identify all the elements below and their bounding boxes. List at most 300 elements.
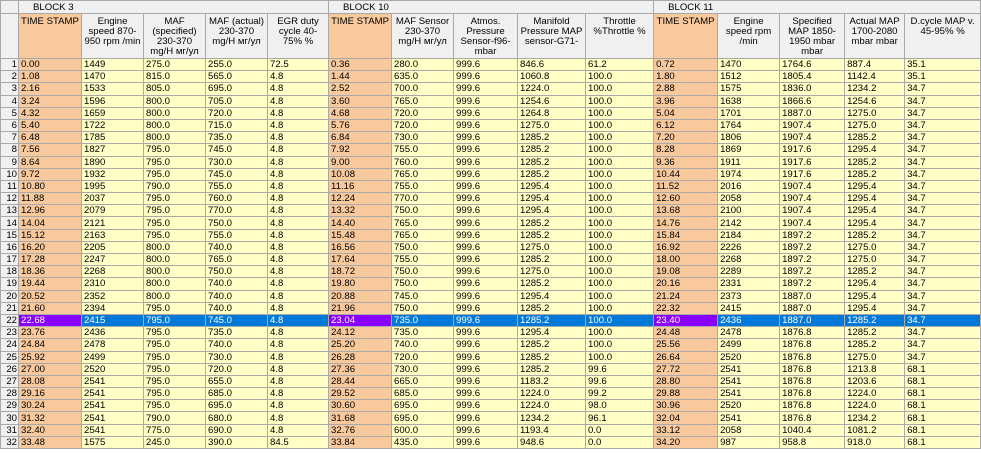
- value-cell[interactable]: 1234.2: [845, 83, 905, 95]
- timestamp-cell[interactable]: 19.08: [654, 266, 718, 278]
- value-cell[interactable]: 800.0: [144, 278, 206, 290]
- value-cell[interactable]: 1285.2: [518, 339, 586, 351]
- value-cell[interactable]: 700.0: [392, 83, 454, 95]
- value-cell[interactable]: 100.0: [586, 132, 654, 144]
- value-cell[interactable]: 635.0: [392, 71, 454, 83]
- row-number[interactable]: 29: [1, 400, 19, 412]
- value-cell[interactable]: 34.7: [905, 119, 981, 131]
- value-cell[interactable]: 98.0: [586, 400, 654, 412]
- timestamp-cell[interactable]: 24.84: [19, 339, 82, 351]
- value-cell[interactable]: 2205: [82, 241, 144, 253]
- value-cell[interactable]: 4.8: [268, 327, 329, 339]
- timestamp-cell[interactable]: 2.52: [329, 83, 392, 95]
- value-cell[interactable]: 680.0: [206, 412, 268, 424]
- value-cell[interactable]: 999.6: [454, 241, 518, 253]
- column-header[interactable]: MAF (specified) 230-370 mg/H мг/ул: [144, 14, 206, 59]
- row-number[interactable]: 15: [1, 229, 19, 241]
- value-cell[interactable]: 685.0: [392, 388, 454, 400]
- value-cell[interactable]: 2520: [718, 351, 780, 363]
- value-cell[interactable]: 390.0: [206, 436, 268, 448]
- value-cell[interactable]: 1533: [82, 83, 144, 95]
- value-cell[interactable]: 2541: [718, 363, 780, 375]
- value-cell[interactable]: 1295.4: [518, 327, 586, 339]
- row-number[interactable]: 17: [1, 254, 19, 266]
- timestamp-cell[interactable]: 12.24: [329, 193, 392, 205]
- value-cell[interactable]: 1512: [718, 71, 780, 83]
- value-cell[interactable]: 1890: [82, 156, 144, 168]
- value-cell[interactable]: 790.0: [144, 180, 206, 192]
- column-header[interactable]: EGR duty cycle 40-75% %: [268, 14, 329, 59]
- value-cell[interactable]: 999.6: [454, 71, 518, 83]
- table-row[interactable]: [1, 193, 981, 205]
- value-cell[interactable]: 1275.0: [518, 241, 586, 253]
- table-row[interactable]: [1, 436, 981, 448]
- value-cell[interactable]: 0.0: [586, 436, 654, 448]
- value-cell[interactable]: 800.0: [144, 132, 206, 144]
- table-row[interactable]: [1, 375, 981, 387]
- value-cell[interactable]: 1575: [82, 436, 144, 448]
- row-number[interactable]: 21: [1, 302, 19, 314]
- value-cell[interactable]: 68.1: [905, 363, 981, 375]
- value-cell[interactable]: 4.8: [268, 205, 329, 217]
- row-number[interactable]: 4: [1, 95, 19, 107]
- value-cell[interactable]: 1285.2: [518, 363, 586, 375]
- value-cell[interactable]: 1876.8: [780, 388, 845, 400]
- value-cell[interactable]: 690.0: [206, 424, 268, 436]
- value-cell[interactable]: 4.8: [268, 254, 329, 266]
- row-number[interactable]: 22: [1, 314, 19, 326]
- value-cell[interactable]: 2520: [718, 400, 780, 412]
- value-cell[interactable]: 745.0: [206, 314, 268, 326]
- timestamp-cell[interactable]: 18.00: [654, 254, 718, 266]
- value-cell[interactable]: 1575: [718, 83, 780, 95]
- value-cell[interactable]: 2541: [82, 412, 144, 424]
- row-number[interactable]: 23: [1, 327, 19, 339]
- value-cell[interactable]: 1876.8: [780, 412, 845, 424]
- value-cell[interactable]: 1869: [718, 144, 780, 156]
- timestamp-cell[interactable]: 30.60: [329, 400, 392, 412]
- timestamp-cell[interactable]: 17.28: [19, 254, 82, 266]
- value-cell[interactable]: 1285.2: [518, 132, 586, 144]
- value-cell[interactable]: 1876.8: [780, 375, 845, 387]
- value-cell[interactable]: 1995: [82, 180, 144, 192]
- value-cell[interactable]: 1897.2: [780, 254, 845, 266]
- value-cell[interactable]: 34.7: [905, 266, 981, 278]
- value-cell[interactable]: 987: [718, 436, 780, 448]
- timestamp-cell[interactable]: 31.32: [19, 412, 82, 424]
- value-cell[interactable]: 4.8: [268, 266, 329, 278]
- row-number[interactable]: 27: [1, 375, 19, 387]
- value-cell[interactable]: 68.1: [905, 436, 981, 448]
- value-cell[interactable]: 255.0: [206, 59, 268, 71]
- value-cell[interactable]: 2541: [82, 375, 144, 387]
- value-cell[interactable]: 1081.2: [845, 424, 905, 436]
- value-cell[interactable]: 720.0: [392, 119, 454, 131]
- value-cell[interactable]: 795.0: [144, 229, 206, 241]
- value-cell[interactable]: 100.0: [586, 119, 654, 131]
- timestamp-cell[interactable]: 1.44: [329, 71, 392, 83]
- table-row[interactable]: [1, 351, 981, 363]
- value-cell[interactable]: 1449: [82, 59, 144, 71]
- value-cell[interactable]: 1285.2: [518, 217, 586, 229]
- value-cell[interactable]: 999.6: [454, 168, 518, 180]
- value-cell[interactable]: 755.0: [392, 144, 454, 156]
- value-cell[interactable]: 745.0: [392, 290, 454, 302]
- value-cell[interactable]: 795.0: [144, 327, 206, 339]
- value-cell[interactable]: 795.0: [144, 339, 206, 351]
- timestamp-cell[interactable]: 7.92: [329, 144, 392, 156]
- timestamp-cell[interactable]: 3.96: [654, 95, 718, 107]
- table-row[interactable]: [1, 59, 981, 71]
- value-cell[interactable]: 1275.0: [518, 266, 586, 278]
- value-cell[interactable]: 34.7: [905, 241, 981, 253]
- value-cell[interactable]: 34.7: [905, 144, 981, 156]
- value-cell[interactable]: 4.8: [268, 95, 329, 107]
- timestamp-cell[interactable]: 18.72: [329, 266, 392, 278]
- value-cell[interactable]: 34.7: [905, 205, 981, 217]
- timestamp-cell[interactable]: 25.92: [19, 351, 82, 363]
- value-cell[interactable]: 1275.0: [845, 351, 905, 363]
- value-cell[interactable]: 800.0: [144, 254, 206, 266]
- value-cell[interactable]: 775.0: [144, 424, 206, 436]
- value-cell[interactable]: 765.0: [392, 95, 454, 107]
- value-cell[interactable]: 4.8: [268, 156, 329, 168]
- value-cell[interactable]: 740.0: [206, 241, 268, 253]
- value-cell[interactable]: 750.0: [392, 241, 454, 253]
- value-cell[interactable]: 2016: [718, 180, 780, 192]
- value-cell[interactable]: 1638: [718, 95, 780, 107]
- value-cell[interactable]: 2499: [718, 339, 780, 351]
- table-row[interactable]: [1, 266, 981, 278]
- value-cell[interactable]: 2520: [82, 363, 144, 375]
- column-header[interactable]: TIME STAMP: [654, 14, 718, 59]
- value-cell[interactable]: 1907.4: [780, 217, 845, 229]
- timestamp-cell[interactable]: 29.52: [329, 388, 392, 400]
- value-cell[interactable]: 800.0: [144, 95, 206, 107]
- value-cell[interactable]: 4.8: [268, 193, 329, 205]
- timestamp-cell[interactable]: 20.88: [329, 290, 392, 302]
- value-cell[interactable]: 34.7: [905, 229, 981, 241]
- value-cell[interactable]: 800.0: [144, 290, 206, 302]
- value-cell[interactable]: 4.8: [268, 180, 329, 192]
- row-number[interactable]: 20: [1, 290, 19, 302]
- value-cell[interactable]: 1275.0: [845, 119, 905, 131]
- value-cell[interactable]: 2310: [82, 278, 144, 290]
- value-cell[interactable]: 2352: [82, 290, 144, 302]
- value-cell[interactable]: 1275.0: [845, 241, 905, 253]
- timestamp-cell[interactable]: 3.24: [19, 95, 82, 107]
- timestamp-cell[interactable]: 27.00: [19, 363, 82, 375]
- value-cell[interactable]: 720.0: [392, 351, 454, 363]
- value-cell[interactable]: 4.8: [268, 71, 329, 83]
- value-cell[interactable]: 665.0: [392, 375, 454, 387]
- value-cell[interactable]: 740.0: [206, 290, 268, 302]
- value-cell[interactable]: 1876.8: [780, 339, 845, 351]
- timestamp-cell[interactable]: 5.76: [329, 119, 392, 131]
- value-cell[interactable]: 2037: [82, 193, 144, 205]
- value-cell[interactable]: 100.0: [586, 351, 654, 363]
- value-cell[interactable]: 4.8: [268, 229, 329, 241]
- value-cell[interactable]: 999.6: [454, 254, 518, 266]
- value-cell[interactable]: 1836.0: [780, 83, 845, 95]
- value-cell[interactable]: 735.0: [206, 327, 268, 339]
- value-cell[interactable]: 100.0: [586, 95, 654, 107]
- value-cell[interactable]: 948.6: [518, 436, 586, 448]
- value-cell[interactable]: 34.7: [905, 95, 981, 107]
- value-cell[interactable]: 2436: [82, 327, 144, 339]
- value-cell[interactable]: 1917.6: [780, 168, 845, 180]
- value-cell[interactable]: 999.6: [454, 107, 518, 119]
- value-cell[interactable]: 4.8: [268, 388, 329, 400]
- value-cell[interactable]: 760.0: [206, 193, 268, 205]
- value-cell[interactable]: 68.1: [905, 424, 981, 436]
- value-cell[interactable]: 2541: [82, 388, 144, 400]
- value-cell[interactable]: 0.0: [586, 424, 654, 436]
- value-cell[interactable]: 100.0: [586, 278, 654, 290]
- timestamp-cell[interactable]: 14.76: [654, 217, 718, 229]
- value-cell[interactable]: 1224.0: [845, 400, 905, 412]
- timestamp-cell[interactable]: 25.56: [654, 339, 718, 351]
- timestamp-cell[interactable]: 21.24: [654, 290, 718, 302]
- timestamp-cell[interactable]: 4.68: [329, 107, 392, 119]
- value-cell[interactable]: 1470: [718, 59, 780, 71]
- value-cell[interactable]: 2499: [82, 351, 144, 363]
- row-number[interactable]: 18: [1, 266, 19, 278]
- value-cell[interactable]: 999.6: [454, 290, 518, 302]
- value-cell[interactable]: 1285.2: [518, 144, 586, 156]
- value-cell[interactable]: 61.2: [586, 59, 654, 71]
- value-cell[interactable]: 805.0: [144, 83, 206, 95]
- value-cell[interactable]: 815.0: [144, 71, 206, 83]
- timestamp-cell[interactable]: 27.36: [329, 363, 392, 375]
- value-cell[interactable]: 4.8: [268, 302, 329, 314]
- value-cell[interactable]: 1911: [718, 156, 780, 168]
- value-cell[interactable]: 100.0: [586, 156, 654, 168]
- value-cell[interactable]: 100.0: [586, 254, 654, 266]
- value-cell[interactable]: 790.0: [144, 412, 206, 424]
- value-cell[interactable]: 1203.6: [845, 375, 905, 387]
- value-cell[interactable]: 918.0: [845, 436, 905, 448]
- value-cell[interactable]: 100.0: [586, 107, 654, 119]
- value-cell[interactable]: 4.8: [268, 241, 329, 253]
- value-cell[interactable]: 1876.8: [780, 400, 845, 412]
- value-cell[interactable]: 1285.2: [845, 229, 905, 241]
- timestamp-cell[interactable]: 2.16: [19, 83, 82, 95]
- value-cell[interactable]: 4.8: [268, 107, 329, 119]
- value-cell[interactable]: 34.7: [905, 180, 981, 192]
- value-cell[interactable]: 34.7: [905, 351, 981, 363]
- value-cell[interactable]: 1295.4: [845, 278, 905, 290]
- value-cell[interactable]: 4.8: [268, 314, 329, 326]
- row-number[interactable]: 12: [1, 193, 19, 205]
- value-cell[interactable]: 1285.2: [518, 351, 586, 363]
- value-cell[interactable]: 795.0: [144, 217, 206, 229]
- table-row[interactable]: [1, 180, 981, 192]
- value-cell[interactable]: 34.7: [905, 107, 981, 119]
- table-row[interactable]: [1, 132, 981, 144]
- value-cell[interactable]: 1897.2: [780, 241, 845, 253]
- value-cell[interactable]: 750.0: [206, 217, 268, 229]
- value-cell[interactable]: 1285.2: [518, 156, 586, 168]
- value-cell[interactable]: 2541: [82, 424, 144, 436]
- table-row[interactable]: [1, 363, 981, 375]
- value-cell[interactable]: 34.7: [905, 278, 981, 290]
- value-cell[interactable]: 730.0: [206, 156, 268, 168]
- column-header[interactable]: TIME STAMP: [19, 14, 82, 59]
- value-cell[interactable]: 4.8: [268, 400, 329, 412]
- value-cell[interactable]: 795.0: [144, 363, 206, 375]
- value-cell[interactable]: 1275.0: [845, 254, 905, 266]
- value-cell[interactable]: 100.0: [586, 144, 654, 156]
- timestamp-cell[interactable]: 20.52: [19, 290, 82, 302]
- value-cell[interactable]: 1285.2: [518, 278, 586, 290]
- timestamp-cell[interactable]: 21.60: [19, 302, 82, 314]
- timestamp-cell[interactable]: 12.60: [654, 193, 718, 205]
- value-cell[interactable]: 1974: [718, 168, 780, 180]
- timestamp-cell[interactable]: 32.40: [19, 424, 82, 436]
- value-cell[interactable]: 999.6: [454, 339, 518, 351]
- value-cell[interactable]: 695.0: [206, 83, 268, 95]
- value-cell[interactable]: 1295.4: [518, 180, 586, 192]
- timestamp-cell[interactable]: 29.16: [19, 388, 82, 400]
- value-cell[interactable]: 275.0: [144, 59, 206, 71]
- value-cell[interactable]: 4.8: [268, 132, 329, 144]
- value-cell[interactable]: 1295.4: [518, 290, 586, 302]
- value-cell[interactable]: 1897.2: [780, 278, 845, 290]
- value-cell[interactable]: 795.0: [144, 168, 206, 180]
- column-header[interactable]: Throttle %Throttle %: [586, 14, 654, 59]
- value-cell[interactable]: 1224.0: [518, 388, 586, 400]
- value-cell[interactable]: 100.0: [586, 71, 654, 83]
- value-cell[interactable]: 1193.4: [518, 424, 586, 436]
- timestamp-cell[interactable]: 9.00: [329, 156, 392, 168]
- value-cell[interactable]: 100.0: [586, 229, 654, 241]
- value-cell[interactable]: 1285.2: [845, 132, 905, 144]
- timestamp-cell[interactable]: 19.80: [329, 278, 392, 290]
- value-cell[interactable]: 1295.4: [845, 217, 905, 229]
- value-cell[interactable]: 1907.4: [780, 119, 845, 131]
- timestamp-cell[interactable]: 14.40: [329, 217, 392, 229]
- value-cell[interactable]: 4.8: [268, 375, 329, 387]
- timestamp-cell[interactable]: 0.00: [19, 59, 82, 71]
- timestamp-cell[interactable]: 24.48: [654, 327, 718, 339]
- value-cell[interactable]: 68.1: [905, 412, 981, 424]
- value-cell[interactable]: 35.1: [905, 71, 981, 83]
- timestamp-cell[interactable]: 0.36: [329, 59, 392, 71]
- value-cell[interactable]: 2541: [82, 400, 144, 412]
- value-cell[interactable]: 2394: [82, 302, 144, 314]
- value-cell[interactable]: 99.6: [586, 363, 654, 375]
- value-cell[interactable]: 999.6: [454, 363, 518, 375]
- value-cell[interactable]: 999.6: [454, 144, 518, 156]
- value-cell[interactable]: 755.0: [206, 180, 268, 192]
- value-cell[interactable]: 750.0: [206, 266, 268, 278]
- value-cell[interactable]: 800.0: [144, 266, 206, 278]
- value-cell[interactable]: 1224.0: [845, 388, 905, 400]
- row-number[interactable]: 8: [1, 144, 19, 156]
- value-cell[interactable]: 1285.2: [845, 156, 905, 168]
- timestamp-cell[interactable]: 31.68: [329, 412, 392, 424]
- timestamp-cell[interactable]: 27.72: [654, 363, 718, 375]
- value-cell[interactable]: 715.0: [206, 119, 268, 131]
- value-cell[interactable]: 1254.6: [518, 95, 586, 107]
- value-cell[interactable]: 600.0: [392, 424, 454, 436]
- value-cell[interactable]: 2247: [82, 254, 144, 266]
- value-cell[interactable]: 695.0: [392, 412, 454, 424]
- value-cell[interactable]: 999.6: [454, 412, 518, 424]
- table-row[interactable]: [1, 314, 981, 326]
- value-cell[interactable]: 34.7: [905, 302, 981, 314]
- value-cell[interactable]: 1887.0: [780, 302, 845, 314]
- timestamp-cell[interactable]: 15.84: [654, 229, 718, 241]
- value-cell[interactable]: 795.0: [144, 400, 206, 412]
- value-cell[interactable]: 68.1: [905, 375, 981, 387]
- value-cell[interactable]: 705.0: [206, 95, 268, 107]
- timestamp-cell[interactable]: 23.40: [654, 314, 718, 326]
- value-cell[interactable]: 1785: [82, 132, 144, 144]
- value-cell[interactable]: 795.0: [144, 302, 206, 314]
- value-cell[interactable]: 765.0: [206, 254, 268, 266]
- value-cell[interactable]: 765.0: [392, 217, 454, 229]
- value-cell[interactable]: 800.0: [144, 119, 206, 131]
- value-cell[interactable]: 1285.2: [518, 302, 586, 314]
- table-row[interactable]: [1, 144, 981, 156]
- value-cell[interactable]: 755.0: [206, 229, 268, 241]
- value-cell[interactable]: 4.8: [268, 83, 329, 95]
- value-cell[interactable]: 1295.4: [845, 180, 905, 192]
- value-cell[interactable]: 1295.4: [845, 193, 905, 205]
- timestamp-cell[interactable]: 7.20: [654, 132, 718, 144]
- value-cell[interactable]: 1887.0: [780, 290, 845, 302]
- value-cell[interactable]: 1234.2: [845, 412, 905, 424]
- value-cell[interactable]: 2058: [718, 424, 780, 436]
- value-cell[interactable]: 1866.6: [780, 95, 845, 107]
- value-cell[interactable]: 745.0: [206, 168, 268, 180]
- value-cell[interactable]: 999.6: [454, 302, 518, 314]
- value-cell[interactable]: 999.6: [454, 119, 518, 131]
- row-number[interactable]: 19: [1, 278, 19, 290]
- value-cell[interactable]: 565.0: [206, 71, 268, 83]
- value-cell[interactable]: 1295.4: [845, 290, 905, 302]
- value-cell[interactable]: 1254.6: [845, 95, 905, 107]
- value-cell[interactable]: 280.0: [392, 59, 454, 71]
- row-number[interactable]: 9: [1, 156, 19, 168]
- value-cell[interactable]: 1876.8: [780, 351, 845, 363]
- timestamp-cell[interactable]: 14.04: [19, 217, 82, 229]
- timestamp-cell[interactable]: 23.04: [329, 314, 392, 326]
- timestamp-cell[interactable]: 30.24: [19, 400, 82, 412]
- value-cell[interactable]: 1224.0: [518, 83, 586, 95]
- timestamp-cell[interactable]: 21.96: [329, 302, 392, 314]
- table-row[interactable]: [1, 156, 981, 168]
- value-cell[interactable]: 34.7: [905, 314, 981, 326]
- value-cell[interactable]: 4.8: [268, 412, 329, 424]
- value-cell[interactable]: 1295.4: [845, 205, 905, 217]
- value-cell[interactable]: 999.6: [454, 436, 518, 448]
- column-header[interactable]: Engine speed 870-950 rpm /min: [82, 14, 144, 59]
- value-cell[interactable]: 735.0: [392, 327, 454, 339]
- timestamp-cell[interactable]: 34.20: [654, 436, 718, 448]
- timestamp-cell[interactable]: 32.76: [329, 424, 392, 436]
- row-number[interactable]: 2: [1, 71, 19, 83]
- value-cell[interactable]: 1917.6: [780, 156, 845, 168]
- value-cell[interactable]: 1142.4: [845, 71, 905, 83]
- value-cell[interactable]: 999.6: [454, 59, 518, 71]
- value-cell[interactable]: 770.0: [206, 205, 268, 217]
- value-cell[interactable]: 1887.0: [780, 314, 845, 326]
- value-cell[interactable]: 765.0: [392, 168, 454, 180]
- value-cell[interactable]: 795.0: [144, 388, 206, 400]
